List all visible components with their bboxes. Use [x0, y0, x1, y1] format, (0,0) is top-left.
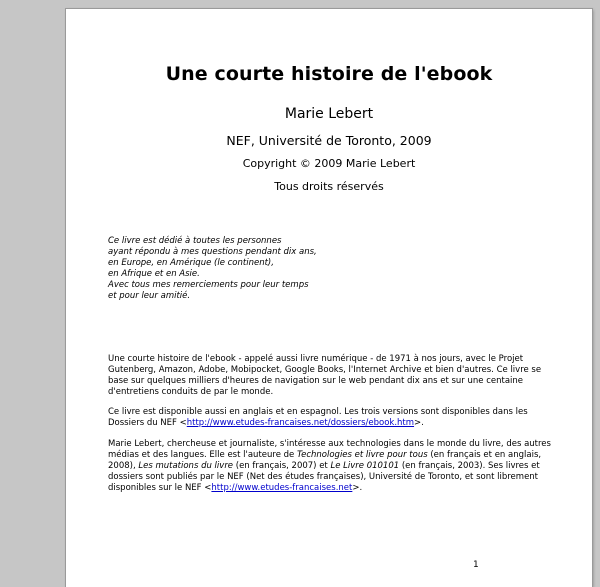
dedication	[108, 236, 408, 302]
nef-link[interactable]: http://www.etudes-francaises.net	[211, 483, 353, 493]
paragraph-text: Marie Lebert, chercheuse et journaliste, s'intéresse aux technologies dans le monde du livre, des autres médias et des langues. Elle est l'auteure de	[108, 439, 551, 460]
dedication-line: en Europe, en Amérique (le continent),	[108, 258, 274, 268]
paragraph-availability	[108, 407, 558, 429]
dedication-line: en Afrique et en Asie.	[108, 269, 200, 279]
dedication-line: Ce livre est dédié à toutes les personnes	[108, 236, 282, 246]
paragraph-text: Une courte histoire de l'ebook - appelé aussi livre numérique - de 1971 à nos jours, avec le Projet Gutenberg, Amazon, Adobe, Mobipocket, Google Books, l'Internet Archive et bien d'autres. Ce livre se base sur quelques milliers d'heures de navigation sur le web pendant dix ans et sur une centaine d'entretiens conduits de par le monde.	[108, 354, 542, 397]
paragraph-text: >.	[414, 418, 424, 428]
dedication-line: Avec tous mes remerciements pour leur temps	[108, 280, 309, 290]
document-title: Une courte histoire de l'ebook	[165, 63, 493, 85]
dossiers-link[interactable]: http://www.etudes-francaises.net/dossiers/ebook.htm	[186, 418, 415, 428]
book-title: Les mutations du livre	[138, 461, 234, 471]
book-title: Le Livre 010101	[330, 461, 400, 471]
document-author: Marie Lebert	[284, 106, 374, 122]
document-publisher: NEF, Université de Toronto, 2009	[226, 133, 432, 148]
paragraph-text: Ce livre est disponible aussi en anglais et en espagnol. Les trois versions sont disponibles dans les Dossiers du NEF <	[108, 407, 528, 428]
paragraph-text: (en français, 2007) et	[233, 461, 331, 471]
document-rights: Tous droits réservés	[274, 180, 384, 193]
page-number: 1	[473, 560, 479, 570]
book-title: Technologies et livre pour tous	[296, 450, 428, 460]
document-page	[66, 9, 592, 587]
dedication-line: ayant répondu à mes questions pendant dix ans,	[108, 247, 317, 257]
document-copyright: Copyright © 2009 Marie Lebert	[242, 157, 416, 170]
dedication-line: et pour leur amitié.	[108, 291, 191, 301]
paragraph-author-bio	[108, 439, 558, 494]
paragraph-text: (en français, 2003). Ses livres et dossiers sont publiés par le NEF (Net des études françaises), Université de Toronto, et sont librement disponibles sur le NEF <	[108, 461, 540, 493]
paragraph-text: (en français et en anglais, 2008),	[108, 450, 542, 471]
paragraph-text: >.	[352, 483, 363, 493]
paragraph-summary	[108, 354, 558, 398]
